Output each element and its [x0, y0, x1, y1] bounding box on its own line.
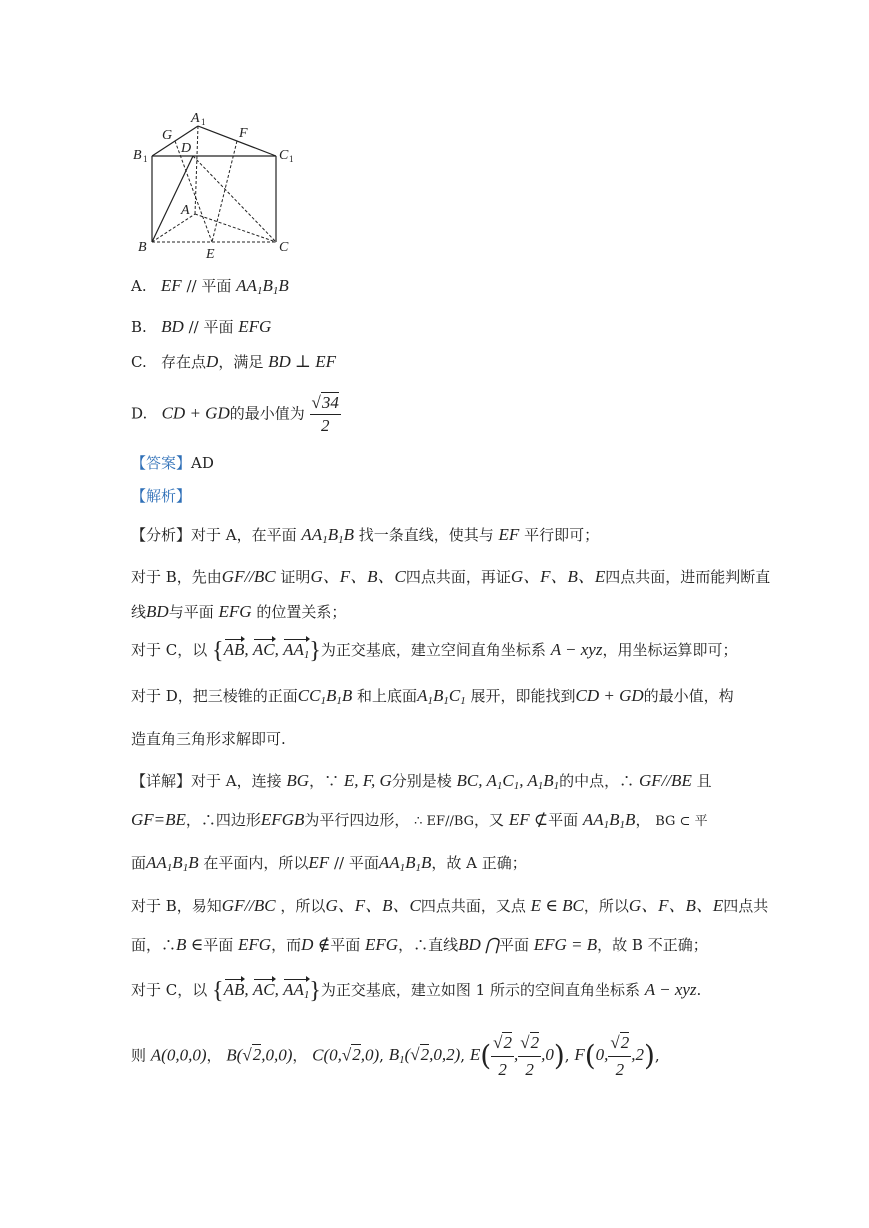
- xiangjie-line-3: 面$AA_1B_1B$ 在平面内，所以EF // 平面$AA_1B_1B$，故 A 正确；: [131, 853, 527, 874]
- xiangjie-line-7: 则 A(0,0,0)， B(√2,0,0)， C(0,√2,0), $B_1(√2,0,2)$, E( $\frac{√2}{2}$ , $\frac{√2}{2}$ ,0), F(0, $\frac{√2}{2}$ ,2),: [131, 1030, 660, 1083]
- label-C: C: [279, 240, 289, 255]
- option-a: A. EF // 平面 $AA_1B_1B$: [131, 276, 289, 297]
- fenxi-line-6: 造直角三角形求解即可.: [131, 730, 286, 748]
- fraction-sqrt34-over-2: $\frac{√34}{2}$: [311, 393, 339, 435]
- svg-text:1: 1: [289, 154, 294, 164]
- option-b: B. BD // 平面 EFG: [131, 317, 272, 336]
- label-B1: B: [133, 148, 142, 163]
- label-E: E: [206, 247, 215, 262]
- svg-text:1: 1: [143, 154, 148, 164]
- prism-figure: [128, 110, 303, 265]
- option-d: D. CD + GD的最小值为 $\frac{√34}{2}$: [131, 393, 339, 435]
- xiangjie-line-2: GF=BE，∴四边形EFGB为平行四边形， ∴ EF//BG，又 EF ⊄平面 $AA_1B_1B$， BG ⊂ 平: [131, 810, 708, 831]
- fenxi-line-5: 对于 D，把三棱锥的正面$CC_1B_1B$ 和上底面$A_1B_1C_1$ 展开，即能找到CD + GD的最小值，构: [131, 686, 734, 707]
- label-A1: A: [191, 111, 200, 126]
- label-B: B: [138, 240, 147, 255]
- answer-line: 【答案】AD: [131, 454, 214, 472]
- option-c: C. 存在点D，满足 BD ⊥ EF: [131, 352, 337, 371]
- svg-text:1: 1: [201, 117, 206, 127]
- label-C1: C: [279, 148, 289, 163]
- label-F: F: [239, 126, 248, 141]
- xiangjie-line-6: 对于 C，以 {AB, AC, $AA_1$}为正交基底，建立如图 1 所示的空间直角坐标系 A − xyz.: [131, 978, 702, 1004]
- xiangjie-line-5: 面，∴B ∈平面 EFG，而D ∉平面 EFG，∴直线BD ⋂平面 EFG = B，故 B 不正确；: [131, 935, 708, 954]
- fenxi-line-3: 线BD与平面 EFG 的位置关系；: [131, 602, 347, 621]
- prism-diagram: [128, 110, 303, 265]
- analysis-heading: 【解析】: [131, 487, 192, 505]
- label-D: D: [181, 141, 192, 156]
- label-A: A: [181, 203, 190, 218]
- fenxi-line-2: 对于 B，先由GF//BC 证明G、F、B、C四点共面，再证G、F、B、E四点共面，进而能判断直: [131, 567, 771, 586]
- label-G: G: [162, 128, 173, 143]
- fenxi-line-1: 【分析】对于 A，在平面 $AA_1B_1B$ 找一条直线，使其与 EF 平行即可；: [131, 525, 600, 546]
- xiangjie-line-1: 【详解】对于 A，连接 BG，∵ E, F, G分别是棱 BC, $A_1C_1$, $A_1B_1$的中点，∴ GF//BE 且: [131, 771, 712, 792]
- xiangjie-line-4: 对于 B，易知GF//BC ，所以G、F、B、C四点共面，又点 E ∈ BC，所以G、F、B、E四点共: [131, 896, 769, 915]
- fenxi-line-4: 对于 C，以 {AB, AC, $AA_1$}为正交基底，建立空间直角坐标系 A − xyz，用坐标运算即可；: [131, 638, 738, 664]
